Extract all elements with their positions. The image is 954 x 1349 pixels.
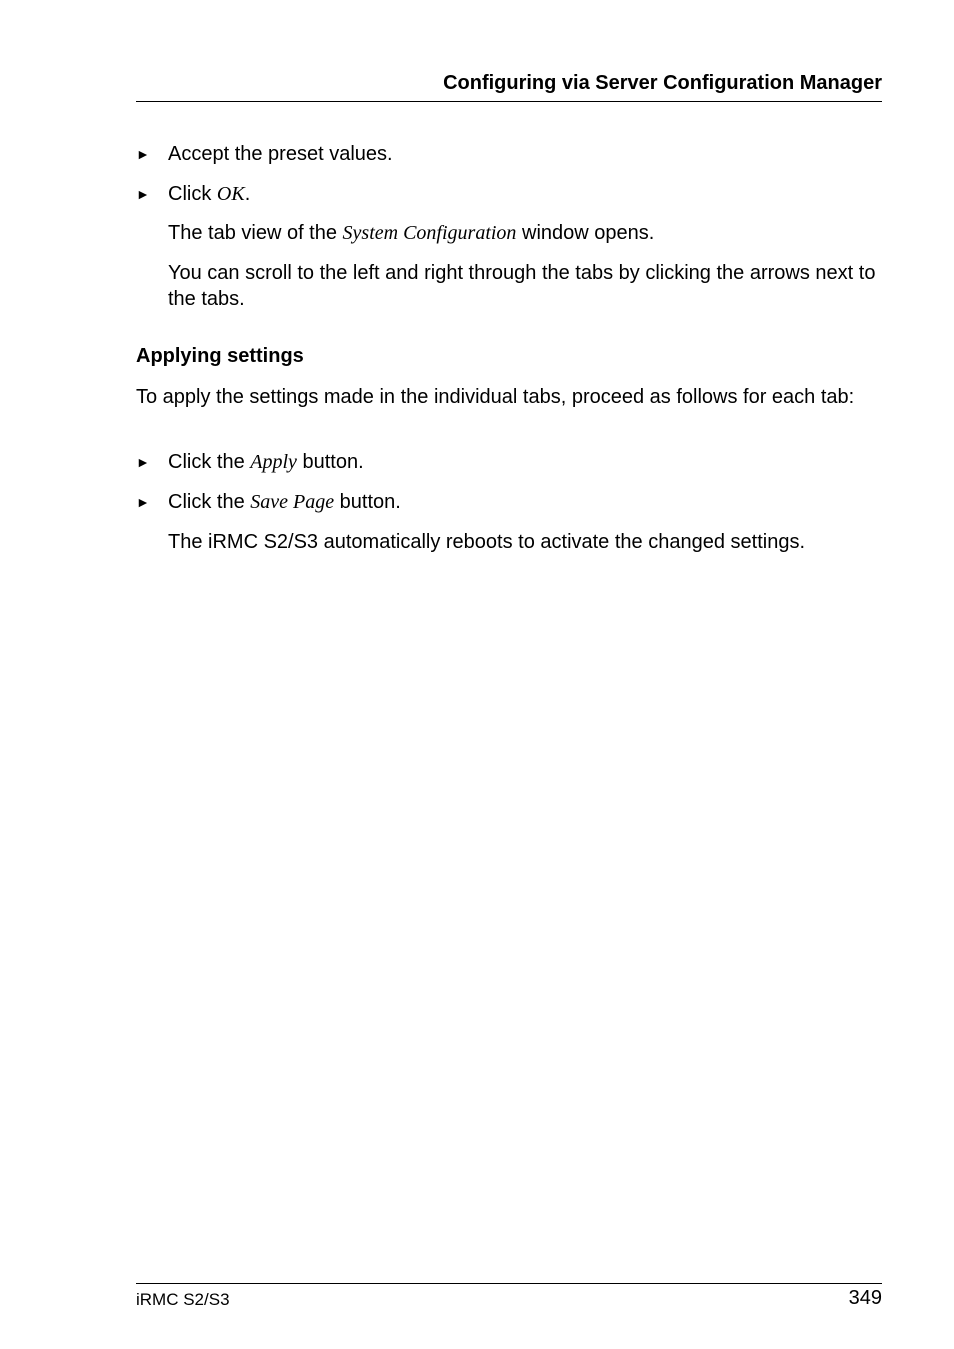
result-reboot: The iRMC S2/S3 automatically reboots to activate the changed settings. [168, 531, 806, 553]
running-header: Configuring via Server Configuration Manager [443, 72, 882, 94]
step-accept-preset: Accept the preset values. [168, 143, 393, 165]
section-intro: To apply the settings made in the individual tabs, proceed as follows for each tab: [136, 386, 855, 408]
bullet-marker: ► [136, 494, 150, 510]
step-click-save-page: Click the Save Page button. [168, 491, 401, 513]
ui-term-apply: Apply [250, 451, 297, 473]
ui-term-system-configuration: System Configuration [342, 222, 517, 244]
step-click-apply: Click the Apply button. [168, 451, 364, 473]
ui-term-save-page: Save Page [250, 491, 335, 513]
footer-rule [136, 1283, 882, 1284]
section-heading: Applying settings [136, 345, 304, 367]
result-tab-view: The tab view of the System Configuration window opens. [168, 222, 655, 244]
bullet-marker: ► [136, 454, 150, 470]
scroll-tabs-note: You can scroll to the left and right through the tabs by clicking the arrows next to the tabs. [168, 262, 876, 310]
header-rule [136, 101, 882, 102]
bullet-marker: ► [136, 186, 150, 202]
ui-term-ok: OK [216, 183, 245, 205]
footer-product: iRMC S2/S3 [136, 1290, 230, 1309]
step-click-ok: Click OK. [168, 183, 251, 205]
bullet-marker: ► [136, 146, 150, 162]
page-number: 349 [848, 1287, 882, 1309]
